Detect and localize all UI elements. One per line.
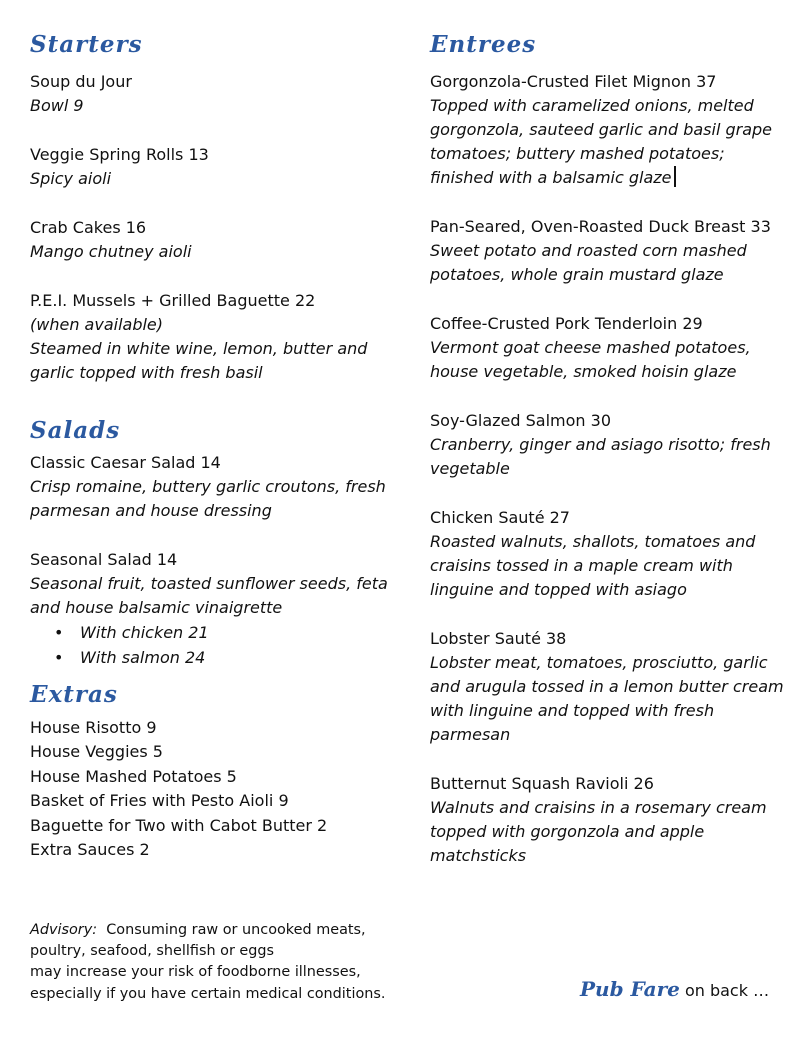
menu-item (430, 506, 790, 602)
advisory-label: Advisory: (30, 922, 98, 938)
item-desc: Steamed in white wine, lemon, butter and garlic topped with fresh basil (30, 339, 368, 382)
item-name: Veggie Spring Rolls 13 (30, 145, 209, 164)
left-column (30, 30, 390, 862)
addon-item: • With chicken 21 (54, 620, 390, 645)
item-desc: Cranberry, ginger and asiago risotto; fresh vegetable (430, 435, 771, 478)
menu-item (30, 216, 390, 264)
item-name: P.E.I. Mussels + Grilled Baguette 22 (30, 291, 316, 310)
item-desc: Roasted walnuts, shallots, tomatoes and craisins tossed in a maple cream with linguine and topped with asiago (430, 532, 756, 599)
extra-item: Basket of Fries with Pesto Aioli 9 (30, 791, 289, 811)
item-name: Chicken Sauté 27 (430, 508, 570, 527)
menu-item (430, 772, 790, 868)
item-desc: Vermont goat cheese mashed potatoes, house vegetable, smoked hoisin glaze (430, 338, 751, 381)
item-name: Classic Caesar Salad 14 (30, 453, 221, 472)
item-desc: Spicy aioli (30, 169, 112, 188)
addon-list (30, 620, 390, 670)
extra-item: Baguette for Two with Cabot Butter 2 (30, 815, 328, 835)
advisory-text-continued: may increase your risk of foodborne illnesses, especially if you have certain medical conditions. (30, 964, 386, 1002)
item-desc-text: Topped with caramelized onions, melted gorgonzola, sauteed garlic and basil grape tomatoes; buttery mashed potatoes; finished with a balsamic glaze (430, 96, 773, 187)
item-desc (430, 94, 790, 190)
footer-text: on back … (684, 981, 770, 1000)
entrees-heading: Entrees (430, 31, 537, 58)
item-desc: Sweet potato and roasted corn mashed potatoes, whole grain mustard glaze (430, 241, 747, 284)
item-name: Butternut Squash Ravioli 26 (430, 774, 654, 793)
item-desc: Seasonal fruit, toasted sunflower seeds, feta and house balsamic vinaigrette (30, 574, 388, 617)
menu-item (430, 312, 790, 384)
item-desc: Lobster meat, tomatoes, prosciutto, garlic and arugula tossed in a lemon butter cream with linguine and topped with fresh parmesan (430, 653, 784, 744)
menu-item (430, 215, 790, 287)
extra-item: House Risotto 9 (30, 718, 157, 737)
menu-item (430, 627, 790, 747)
starters-heading: Starters (30, 31, 143, 58)
item-desc: Mango chutney aioli (30, 242, 192, 261)
item-desc: Walnuts and craisins in a rosemary cream topped with gorgonzola and apple matchsticks (430, 798, 767, 865)
advisory-text: Consuming raw or uncooked meats, poultry, seafood, shellfish or eggs (30, 922, 366, 960)
salads-heading: Salads (30, 417, 121, 444)
item-name: Crab Cakes 16 (30, 218, 147, 237)
pub-fare-label: Pub Fare (580, 977, 680, 1001)
right-column (430, 30, 790, 893)
text-cursor (674, 166, 676, 187)
menu-item (30, 289, 390, 385)
item-desc: Bowl 9 (30, 96, 84, 115)
menu-item (30, 451, 390, 523)
extra-item: House Mashed Potatoes 5 (30, 766, 237, 786)
menu-item (430, 70, 790, 190)
item-name: Soup du Jour (30, 72, 132, 91)
item-desc: Crisp romaine, buttery garlic croutons, fresh parmesan and house dressing (30, 477, 386, 520)
extra-item: Extra Sauces 2 (30, 840, 150, 860)
menu-item (430, 409, 790, 481)
item-name: Soy-Glazed Salmon 30 (430, 411, 611, 430)
item-name: Gorgonzola-Crusted Filet Mignon 37 (430, 72, 717, 91)
menu-item (30, 143, 390, 191)
extra-item: House Veggies 5 (30, 742, 163, 762)
extras-list (30, 716, 390, 862)
footer-note (580, 975, 769, 1005)
item-name: Lobster Sauté 38 (430, 629, 567, 648)
item-name: Pan-Seared, Oven-Roasted Duck Breast 33 (430, 217, 771, 236)
item-note: (when available) (30, 315, 163, 334)
advisory-note (30, 920, 390, 1005)
addon-item: • With salmon 24 (54, 645, 390, 670)
extras-heading: Extras (30, 681, 118, 708)
item-name: Coffee-Crusted Pork Tenderloin 29 (430, 314, 703, 333)
advisory-first-line (30, 920, 390, 962)
menu-item (30, 548, 390, 670)
menu-item (30, 70, 390, 118)
item-name: Seasonal Salad 14 (30, 550, 178, 569)
